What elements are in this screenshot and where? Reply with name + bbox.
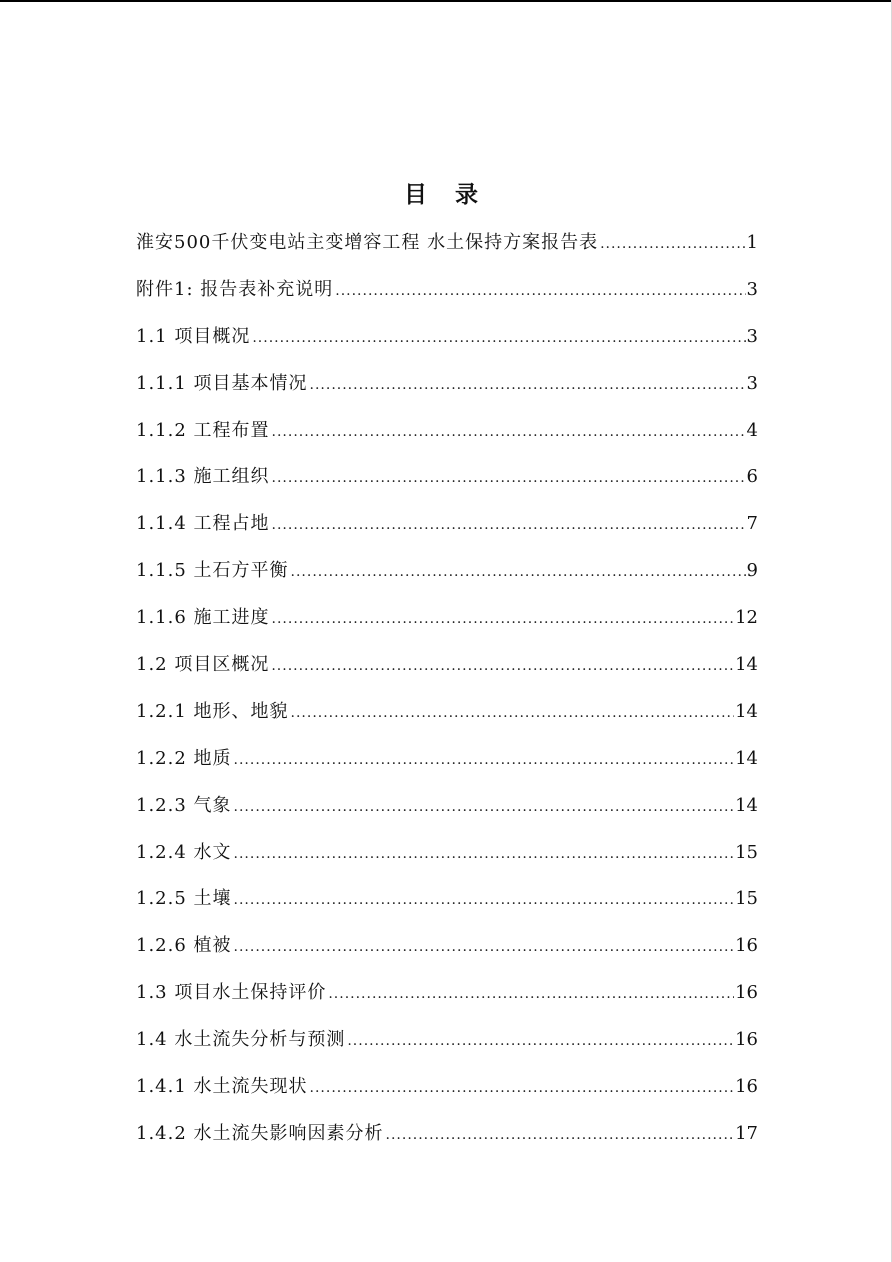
toc-entry-label: 1.1 项目概况: [136, 325, 251, 347]
toc-page-number: 3: [746, 278, 758, 300]
toc-entry-label: 1.1.4 工程占地: [136, 513, 270, 535]
toc-page-number: 15: [735, 841, 758, 863]
top-border-line: [0, 0, 892, 2]
toc-entry-label: 1.1.3 施工组织: [136, 466, 270, 488]
toc-entry[interactable]: [136, 408, 758, 455]
toc-dot-leader: [600, 221, 745, 268]
toc-page-number: 14: [735, 654, 758, 676]
toc-entry-label: 1.1.2 工程布置: [136, 419, 270, 441]
toc-dot-leader: [252, 315, 745, 362]
toc-entry[interactable]: [136, 1064, 758, 1111]
toc-dot-leader: [234, 877, 735, 924]
toc-dot-leader: [272, 409, 746, 456]
toc-dot-leader: [272, 455, 746, 502]
toc-entry[interactable]: [136, 454, 758, 501]
toc-entry[interactable]: [136, 267, 758, 314]
toc-title: 目 录: [403, 181, 488, 208]
toc-dot-leader: [272, 596, 735, 643]
toc-entry-label: 1.2.2 地质: [136, 747, 232, 769]
toc-entry-label: 1.4.1 水土流失现状: [136, 1076, 308, 1098]
toc-entry[interactable]: [136, 830, 758, 877]
toc-entry[interactable]: [136, 876, 758, 923]
toc-entry-label: 1.2.4 水文: [136, 841, 232, 863]
toc-entry[interactable]: [136, 501, 758, 548]
toc-page-number: 4: [746, 419, 758, 441]
toc-entry[interactable]: [136, 314, 758, 361]
toc-dot-leader: [328, 971, 734, 1018]
toc-entry[interactable]: [136, 361, 758, 408]
toc-dot-leader: [272, 502, 746, 549]
toc-page-number: 15: [735, 888, 758, 910]
toc-entry[interactable]: [136, 595, 758, 642]
toc-entry-label: 1.1.5 土石方平衡: [136, 560, 289, 582]
toc-entry[interactable]: [136, 1017, 758, 1064]
toc-page-number: 14: [735, 747, 758, 769]
toc-dot-leader: [291, 690, 735, 737]
toc-entry-label: 1.1.6 施工进度: [136, 607, 270, 629]
toc-page-number: 16: [735, 1076, 758, 1098]
toc-entry[interactable]: [136, 220, 758, 267]
toc-entry[interactable]: [136, 783, 758, 830]
toc-page-number: 7: [746, 513, 758, 535]
table-of-contents: [136, 220, 758, 1158]
toc-entry[interactable]: [136, 642, 758, 689]
toc-entry-label: 1.1.1 项目基本情况: [136, 372, 308, 394]
toc-dot-leader: [310, 1065, 735, 1112]
toc-entry[interactable]: [136, 736, 758, 783]
toc-dot-leader: [271, 643, 734, 690]
toc-entry-label: 1.3 项目水土保持评价: [136, 982, 327, 1004]
toc-dot-leader: [386, 1112, 735, 1159]
toc-page-number: 14: [735, 700, 758, 722]
toc-entry-label: 1.2.6 植被: [136, 935, 232, 957]
toc-entry-label: 1.2.1 地形、地貌: [136, 700, 289, 722]
toc-page-number: 14: [735, 794, 758, 816]
toc-entry-label: 1.4 水土流失分析与预测: [136, 1029, 346, 1051]
toc-dot-leader: [347, 1018, 734, 1065]
toc-page-number: 16: [735, 1029, 758, 1051]
toc-entry-label: 1.2.3 气象: [136, 794, 232, 816]
toc-entry-label: 淮安500千伏变电站主变增容工程 水土保持方案报告表: [136, 232, 599, 253]
toc-page-number: 6: [746, 466, 758, 488]
toc-entry-label: 1.4.2 水土流失影响因素分析: [136, 1122, 384, 1144]
toc-entry-label: 1.2 项目区概况: [136, 654, 270, 676]
toc-entry[interactable]: [136, 689, 758, 736]
toc-page-number: 16: [735, 935, 758, 957]
toc-dot-leader: [234, 784, 735, 831]
toc-page-number: 3: [746, 372, 758, 394]
toc-entry[interactable]: [136, 1111, 758, 1158]
toc-dot-leader: [335, 268, 745, 315]
toc-page-number: 16: [735, 982, 758, 1004]
toc-entry[interactable]: [136, 923, 758, 970]
toc-page-number: 3: [746, 325, 758, 347]
toc-dot-leader: [234, 737, 735, 784]
toc-entry[interactable]: [136, 970, 758, 1017]
toc-dot-leader: [234, 924, 735, 971]
toc-dot-leader: [234, 831, 735, 878]
toc-page-number: 17: [735, 1122, 758, 1144]
toc-dot-leader: [291, 549, 746, 596]
toc-page-number: 12: [735, 607, 758, 629]
toc-dot-leader: [310, 362, 746, 409]
toc-entry-label: 附件1: 报告表补充说明: [136, 278, 334, 300]
toc-page-number: 1: [746, 232, 758, 253]
toc-entry-label: 1.2.5 土壤: [136, 888, 232, 910]
toc-entry[interactable]: [136, 548, 758, 595]
toc-page-number: 9: [746, 560, 758, 582]
